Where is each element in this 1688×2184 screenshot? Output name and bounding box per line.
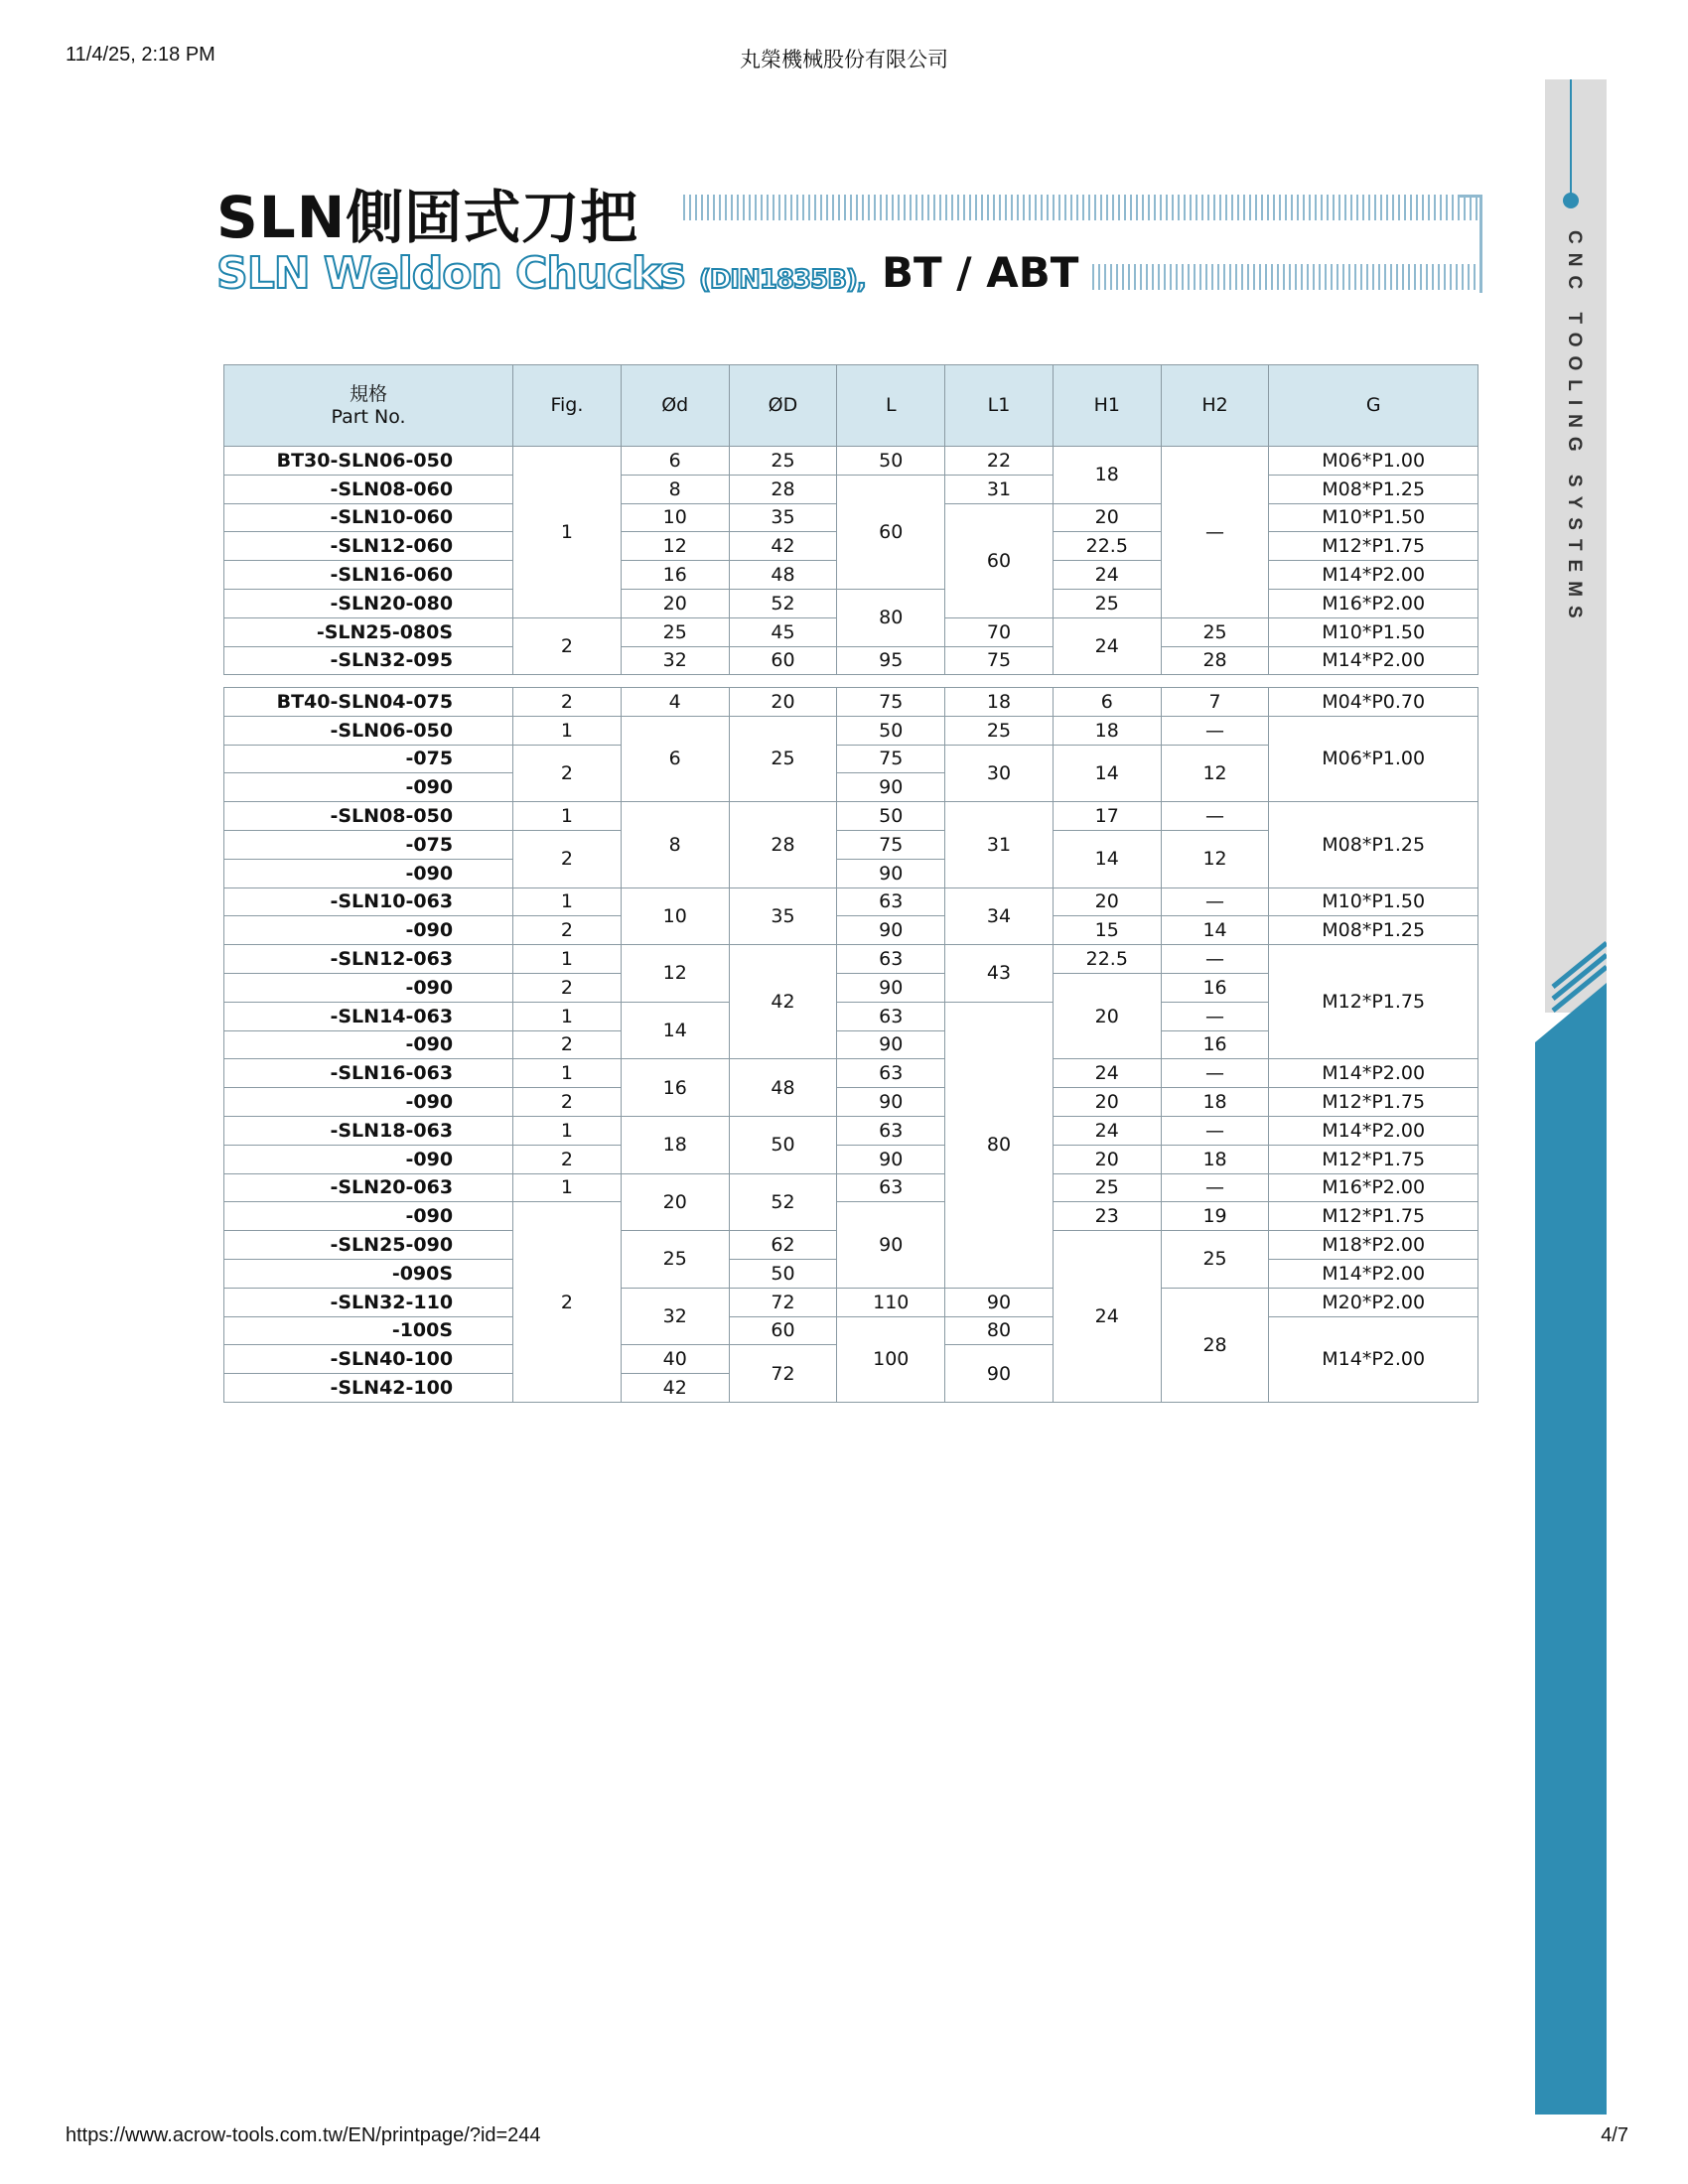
fig-cell: 1 [513, 1173, 622, 1202]
D-cell: 42 [729, 945, 837, 1059]
fig-cell: 2 [513, 973, 622, 1002]
table-row [224, 1116, 1478, 1145]
table-row [224, 916, 1478, 945]
H1-cell: 25 [1053, 1173, 1161, 1202]
part-no: -SLN40-100 [224, 1345, 513, 1374]
table-row [224, 1288, 1478, 1316]
D-cell: 72 [729, 1345, 837, 1403]
part-no: -SLN18-063 [224, 1116, 513, 1145]
L-cell: 75 [837, 745, 945, 773]
d-cell: 4 [621, 688, 729, 717]
L-cell: 90 [837, 1030, 945, 1059]
part-no: -090 [224, 916, 513, 945]
print-page-number: 4/7 [1601, 2124, 1628, 2146]
G-cell: M20*P2.00 [1269, 1288, 1478, 1316]
table-row [224, 475, 1478, 503]
L-cell: 63 [837, 1116, 945, 1145]
D-cell: 25 [729, 716, 837, 801]
L-cell: 90 [837, 1088, 945, 1117]
D-cell: 35 [729, 503, 837, 532]
G-cell: M14*P2.00 [1269, 1059, 1478, 1088]
L-cell: 95 [837, 646, 945, 675]
print-date: 11/4/25, 2:18 PM [66, 44, 215, 66]
H2-cell: — [1161, 802, 1269, 831]
H1-cell: 24 [1053, 1059, 1161, 1088]
L-cell: 50 [837, 447, 945, 476]
table-row [224, 447, 1478, 476]
H2-cell: 12 [1161, 745, 1269, 802]
fig-cell: 1 [513, 802, 622, 831]
L-cell: 90 [837, 1202, 945, 1288]
L-cell: 110 [837, 1288, 945, 1316]
L-cell: 50 [837, 716, 945, 745]
header-G: G [1269, 365, 1478, 447]
fig-cell: 1 [513, 945, 622, 974]
L-cell: 63 [837, 887, 945, 916]
title-chinese: SLN側固式刀把 [216, 184, 639, 251]
H2-cell: — [1161, 1002, 1269, 1030]
L1-cell: 90 [945, 1345, 1054, 1403]
G-cell: M08*P1.25 [1269, 916, 1478, 945]
G-cell: M08*P1.25 [1269, 475, 1478, 503]
part-no: -075 [224, 830, 513, 859]
G-cell: M14*P2.00 [1269, 1116, 1478, 1145]
fig-cell: 2 [513, 1030, 622, 1059]
part-no: -SLN25-090 [224, 1231, 513, 1260]
D-cell: 50 [729, 1259, 837, 1288]
H2-cell: 7 [1161, 688, 1269, 717]
fig-cell: 1 [513, 1002, 622, 1030]
fig-cell: 2 [513, 1145, 622, 1173]
table-row [224, 1088, 1478, 1117]
part-no: -SLN16-063 [224, 1059, 513, 1088]
d-cell: 10 [621, 887, 729, 945]
H2-cell: — [1161, 1116, 1269, 1145]
H1-cell: 18 [1053, 716, 1161, 745]
table-row [224, 1145, 1478, 1173]
D-cell: 52 [729, 1173, 837, 1231]
d-cell: 32 [621, 646, 729, 675]
table-row [224, 589, 1478, 617]
G-cell: M14*P2.00 [1269, 1259, 1478, 1288]
H1-cell: 22.5 [1053, 945, 1161, 974]
H1-cell: 14 [1053, 830, 1161, 887]
G-cell: M08*P1.25 [1269, 802, 1478, 887]
G-cell: M10*P1.50 [1269, 617, 1478, 646]
H2-cell: — [1161, 945, 1269, 974]
H2-cell: — [1161, 887, 1269, 916]
side-label: CNC TOOLING SYSTEMS [1564, 230, 1585, 627]
fig-cell: 2 [513, 1088, 622, 1117]
G-cell: M12*P1.75 [1269, 1088, 1478, 1117]
d-cell: 14 [621, 1002, 729, 1059]
part-no: -090 [224, 859, 513, 887]
fig-cell: 1 [513, 1059, 622, 1088]
G-cell: M10*P1.50 [1269, 887, 1478, 916]
H2-cell: — [1161, 1173, 1269, 1202]
H1-cell: 20 [1053, 1145, 1161, 1173]
side-stripes-graphic [1535, 893, 1607, 1052]
title-english-main: SLN Weldon Chucks [216, 248, 685, 299]
title-bt-abt: BT / ABT [882, 248, 1079, 297]
G-cell: M06*P1.00 [1269, 716, 1478, 801]
G-cell: M04*P0.70 [1269, 688, 1478, 717]
L-cell: 90 [837, 916, 945, 945]
fig-cell: 2 [513, 1202, 622, 1403]
D-cell: 45 [729, 617, 837, 646]
header-L1: L1 [945, 365, 1054, 447]
part-no: -SLN12-060 [224, 532, 513, 561]
header-part-zh: 規格 [350, 382, 388, 405]
title-english-standard: (DIN1835B), [698, 265, 866, 295]
H2-cell: 18 [1161, 1088, 1269, 1117]
L-cell: 63 [837, 1173, 945, 1202]
G-cell: M16*P2.00 [1269, 1173, 1478, 1202]
D-cell: 48 [729, 1059, 837, 1117]
L1-cell: 43 [945, 945, 1054, 1003]
d-cell: 10 [621, 503, 729, 532]
part-no: -SLN42-100 [224, 1374, 513, 1403]
part-no: -SLN32-095 [224, 646, 513, 675]
part-no: -SLN08-060 [224, 475, 513, 503]
H1-cell: 24 [1053, 1116, 1161, 1145]
fig-cell: 1 [513, 716, 622, 745]
part-no: -SLN06-050 [224, 716, 513, 745]
L-cell: 100 [837, 1316, 945, 1402]
L1-cell: 22 [945, 447, 1054, 476]
d-cell: 25 [621, 1231, 729, 1289]
part-no: -SLN32-110 [224, 1288, 513, 1316]
part-no: -090 [224, 1088, 513, 1117]
G-cell: M12*P1.75 [1269, 532, 1478, 561]
D-cell: 62 [729, 1231, 837, 1260]
G-cell: M14*P2.00 [1269, 1316, 1478, 1402]
H2-cell: 28 [1161, 646, 1269, 675]
G-cell: M12*P1.75 [1269, 1145, 1478, 1173]
L-cell: 80 [837, 589, 945, 646]
G-cell: M12*P1.75 [1269, 945, 1478, 1059]
D-cell: 28 [729, 802, 837, 887]
table-row [224, 1316, 1478, 1345]
H2-cell: 14 [1161, 916, 1269, 945]
L-cell: 63 [837, 1059, 945, 1088]
bt40-spec-table [223, 687, 1478, 1403]
table-row [224, 1202, 1478, 1231]
L-cell: 63 [837, 945, 945, 974]
part-no: -SLN20-080 [224, 589, 513, 617]
part-no: -075 [224, 745, 513, 773]
L-cell: 75 [837, 688, 945, 717]
H1-cell: 25 [1053, 589, 1161, 617]
d-cell: 6 [621, 447, 729, 476]
table-row [224, 646, 1478, 675]
part-no: BT30-SLN06-050 [224, 447, 513, 476]
fig-cell: 1 [513, 1116, 622, 1145]
fig-cell: 2 [513, 745, 622, 802]
L-cell: 90 [837, 859, 945, 887]
H1-cell: 14 [1053, 745, 1161, 802]
header-D: ØD [729, 365, 837, 447]
H2-cell: 12 [1161, 830, 1269, 887]
H1-cell: 17 [1053, 802, 1161, 831]
D-cell: 35 [729, 887, 837, 945]
H1-cell: 6 [1053, 688, 1161, 717]
L-cell: 50 [837, 802, 945, 831]
L1-cell: 31 [945, 475, 1054, 503]
H2-cell: 25 [1161, 1231, 1269, 1289]
D-cell: 25 [729, 447, 837, 476]
L-cell: 63 [837, 1002, 945, 1030]
print-url[interactable]: https://www.acrow-tools.com.tw/EN/printpage/?id=244 [66, 2124, 541, 2146]
part-no: -SLN25-080S [224, 617, 513, 646]
part-no: -SLN10-063 [224, 887, 513, 916]
H1-cell: 22.5 [1053, 532, 1161, 561]
L1-cell: 70 [945, 617, 1054, 646]
H1-cell: 24 [1053, 617, 1161, 675]
part-no: -SLN20-063 [224, 1173, 513, 1202]
part-no: -090 [224, 973, 513, 1002]
L-cell: 90 [837, 773, 945, 802]
table-row [224, 1173, 1478, 1202]
d-cell: 32 [621, 1288, 729, 1345]
table-header-row [224, 365, 1478, 447]
d-cell: 8 [621, 475, 729, 503]
header-H1: H1 [1053, 365, 1161, 447]
header-fig: Fig. [513, 365, 622, 447]
G-cell: M10*P1.50 [1269, 503, 1478, 532]
header-L: L [837, 365, 945, 447]
d-cell: 18 [621, 1116, 729, 1173]
table-row [224, 802, 1478, 831]
G-cell: M06*P1.00 [1269, 447, 1478, 476]
part-no: -SLN08-050 [224, 802, 513, 831]
H2-cell: 16 [1161, 1030, 1269, 1059]
header-part-no [224, 365, 513, 447]
D-cell: 52 [729, 589, 837, 617]
d-cell: 12 [621, 945, 729, 1003]
H2-cell: 28 [1161, 1288, 1269, 1402]
d-cell: 8 [621, 802, 729, 887]
D-cell: 48 [729, 561, 837, 590]
table-row [224, 945, 1478, 974]
side-dot-icon [1563, 193, 1579, 208]
L1-cell: 75 [945, 646, 1054, 675]
title-stripes-bottom [1092, 264, 1479, 290]
table-row [224, 688, 1478, 717]
G-cell: M16*P2.00 [1269, 589, 1478, 617]
H1-cell: 20 [1053, 503, 1161, 532]
L1-cell: 80 [945, 1316, 1054, 1345]
H1-cell: 24 [1053, 561, 1161, 590]
H2-cell: 18 [1161, 1145, 1269, 1173]
H1-cell: 18 [1053, 447, 1161, 504]
D-cell: 20 [729, 688, 837, 717]
part-no: -090 [224, 1145, 513, 1173]
L1-cell: 90 [945, 1288, 1054, 1316]
part-no: -SLN12-063 [224, 945, 513, 974]
H2-cell: — [1161, 447, 1269, 618]
fig-cell: 2 [513, 688, 622, 717]
part-no: -100S [224, 1316, 513, 1345]
d-cell: 42 [621, 1374, 729, 1403]
H2-cell: 19 [1161, 1202, 1269, 1231]
d-cell: 16 [621, 1059, 729, 1117]
L1-cell: 80 [945, 1002, 1054, 1288]
title-stripes-top [683, 195, 1479, 220]
H2-cell: 25 [1161, 617, 1269, 646]
fig-cell: 1 [513, 447, 622, 618]
L-cell: 90 [837, 1145, 945, 1173]
D-cell: 60 [729, 1316, 837, 1345]
part-no: -SLN16-060 [224, 561, 513, 590]
H2-cell: 16 [1161, 973, 1269, 1002]
L1-cell: 31 [945, 802, 1054, 887]
H1-cell: 20 [1053, 1088, 1161, 1117]
G-cell: M18*P2.00 [1269, 1231, 1478, 1260]
header-part-en: Part No. [331, 405, 406, 428]
D-cell: 42 [729, 532, 837, 561]
table-row [224, 716, 1478, 745]
fig-cell: 2 [513, 916, 622, 945]
part-no: -090S [224, 1259, 513, 1288]
d-cell: 12 [621, 532, 729, 561]
G-cell: M12*P1.75 [1269, 1202, 1478, 1231]
d-cell: 16 [621, 561, 729, 590]
G-cell: M14*P2.00 [1269, 646, 1478, 675]
L-cell: 90 [837, 973, 945, 1002]
L-cell: 60 [837, 475, 945, 589]
print-site-title: 丸榮機械股份有限公司 [740, 49, 948, 71]
part-no: BT40-SLN04-075 [224, 688, 513, 717]
D-cell: 28 [729, 475, 837, 503]
fig-cell: 1 [513, 887, 622, 916]
d-cell: 20 [621, 589, 729, 617]
d-cell: 6 [621, 716, 729, 801]
H2-cell: — [1161, 716, 1269, 745]
side-line [1570, 79, 1572, 199]
title-english [216, 248, 866, 299]
part-no: -SLN14-063 [224, 1002, 513, 1030]
d-cell: 25 [621, 617, 729, 646]
part-no: -090 [224, 773, 513, 802]
G-cell: M14*P2.00 [1269, 561, 1478, 590]
L-cell: 75 [837, 830, 945, 859]
H1-cell: 20 [1053, 887, 1161, 916]
side-bar-blue [1535, 1050, 1607, 2115]
H1-cell: 24 [1053, 1231, 1161, 1403]
L1-cell: 18 [945, 688, 1054, 717]
bt30-spec-table [223, 364, 1478, 675]
fig-cell: 2 [513, 830, 622, 887]
H1-cell: 20 [1053, 973, 1161, 1058]
L1-cell: 25 [945, 716, 1054, 745]
D-cell: 50 [729, 1116, 837, 1173]
D-cell: 60 [729, 646, 837, 675]
L1-cell: 30 [945, 745, 1054, 802]
L1-cell: 34 [945, 887, 1054, 945]
H1-cell: 15 [1053, 916, 1161, 945]
header-H2: H2 [1161, 365, 1269, 447]
L1-cell: 60 [945, 503, 1054, 617]
header-d: Ød [621, 365, 729, 447]
table-row [224, 1059, 1478, 1088]
H2-cell: — [1161, 1059, 1269, 1088]
table-row [224, 887, 1478, 916]
D-cell: 72 [729, 1288, 837, 1316]
H1-cell: 23 [1053, 1202, 1161, 1231]
part-no: -090 [224, 1202, 513, 1231]
part-no: -SLN10-060 [224, 503, 513, 532]
d-cell: 20 [621, 1173, 729, 1231]
part-no: -090 [224, 1030, 513, 1059]
fig-cell: 2 [513, 617, 622, 675]
d-cell: 40 [621, 1345, 729, 1374]
